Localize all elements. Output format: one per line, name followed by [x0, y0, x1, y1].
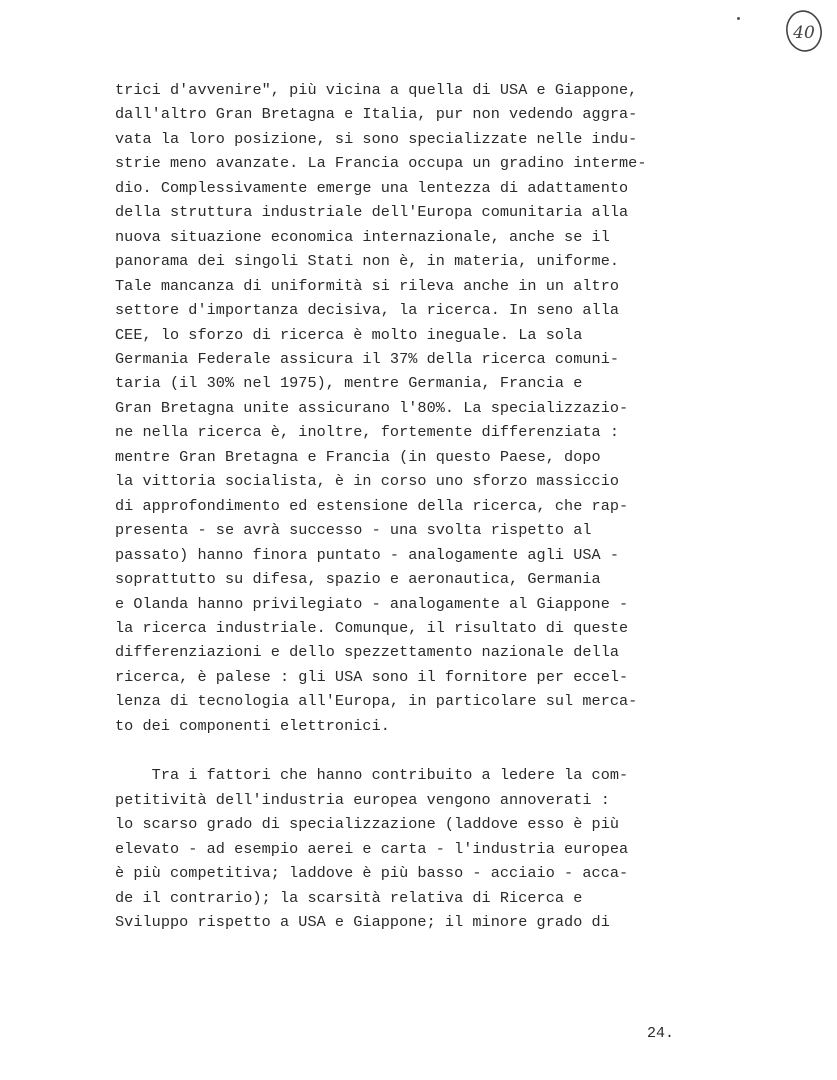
text-line: è più competitiva; laddove è più basso - acciaio - acca- — [115, 864, 629, 883]
text-line: elevato - ad esempio aerei e carta - l'industria europea — [115, 839, 629, 858]
text-line: trici d'avvenire", più vicina a quella di USA e Giappone, — [115, 81, 638, 99]
text-line: to dei componenti elettronici. — [115, 716, 390, 735]
document-body — [115, 78, 715, 934]
text-line: ne nella ricerca è, inoltre, fortemente differenziata : — [115, 423, 620, 442]
text-line: taria (il 30% nel 1975), mentre Germania, Francia e — [115, 374, 583, 393]
text-line: dio. Complessivamente emerge una lentezza di adattamento — [115, 178, 629, 197]
text-line: lo scarso grado di specializzazione (laddove esso è più — [115, 815, 620, 834]
text-line: strie meno avanzate. La Francia occupa un gradino interme- — [115, 154, 647, 173]
text-line: ricerca, è palese : gli USA sono il fornitore per eccel- — [115, 667, 629, 686]
text-line: Gran Bretagna unite assicurano l'80%. La specializzazio- — [115, 398, 629, 417]
text-line: presenta - se avrà successo - una svolta rispetto al — [115, 521, 592, 540]
paragraph-2 — [115, 763, 715, 934]
text-line: nuova situazione economica internazionale, anche se il — [115, 227, 610, 246]
text-line: Tra i fattori che hanno contribuito a ledere la com- — [115, 766, 629, 785]
text-line: mentre Gran Bretagna e Francia (in questo Paese, dopo — [115, 447, 601, 466]
text-line: passato) hanno finora puntato - analogamente agli USA - — [115, 545, 620, 564]
stray-mark — [737, 17, 740, 20]
paragraph-1 — [115, 78, 715, 738]
text-line: CEE, lo sforzo di ricerca è molto ineguale. La sola — [115, 325, 583, 344]
text-line: panorama dei singoli Stati non è, in materia, uniforme. — [115, 252, 620, 271]
text-line: la ricerca industriale. Comunque, il risultato di queste — [115, 618, 629, 637]
text-line: dall'altro Gran Bretagna e Italia, pur non vedendo aggra- — [115, 105, 638, 124]
text-line: settore d'importanza decisiva, la ricerca. In seno alla — [115, 301, 620, 320]
text-line: e Olanda hanno privilegiato - analogamente al Giappone - — [115, 594, 629, 613]
page-mark-text: 40 — [793, 23, 815, 43]
text-line: la vittoria socialista, è in corso uno sforzo massiccio — [115, 472, 620, 491]
text-line: della struttura industriale dell'Europa comunitaria alla — [115, 203, 629, 222]
text-line: petitività dell'industria europea vengono annoverati : — [115, 790, 610, 809]
text-line: soprattutto su difesa, spazio e aeronautica, Germania — [115, 570, 601, 589]
page-number: 24. — [647, 1025, 675, 1042]
text-line: Tale mancanza di uniformità si rileva anche in un altro — [115, 276, 620, 295]
text-line: vata la loro posizione, si sono specializzate nelle indu- — [115, 129, 638, 148]
text-line: differenziazioni e dello spezzettamento nazionale della — [115, 643, 620, 662]
text-line: Germania Federale assicura il 37% della ricerca comuni- — [115, 349, 620, 368]
text-line: lenza di tecnologia all'Europa, in particolare sul merca- — [115, 692, 638, 711]
text-line: de il contrario); la scarsità relativa di Ricerca e — [115, 888, 583, 907]
text-line: Sviluppo rispetto a USA e Giappone; il minore grado di — [115, 912, 610, 931]
text-line: di approfondimento ed estensione della ricerca, che rap- — [115, 496, 629, 515]
handwritten-page-mark — [784, 8, 824, 54]
